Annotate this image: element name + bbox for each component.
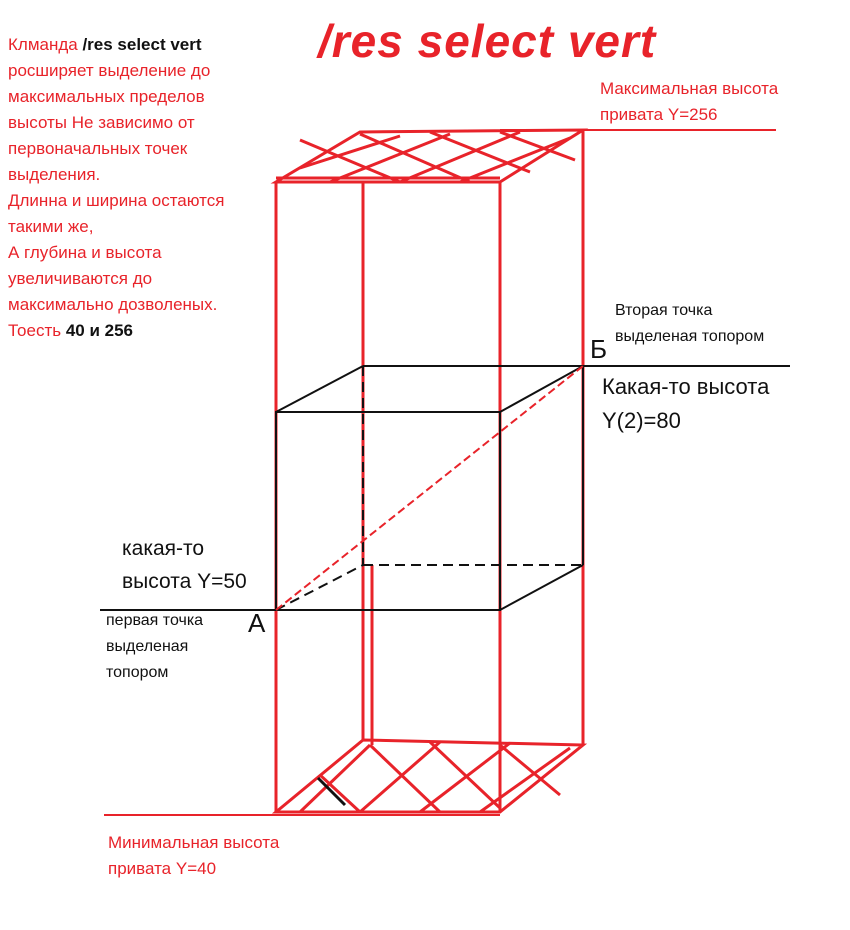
vertical-extension-lines <box>276 130 583 812</box>
max-height-plane <box>276 130 583 182</box>
description-line: высоты Не зависимо от <box>8 113 195 132</box>
description-line: первоначальных точек <box>8 139 188 158</box>
page-title: /res select vert <box>318 15 657 67</box>
min-height-label: Минимальная высота привата Y=40 <box>108 833 280 878</box>
point-b-label: Б <box>590 334 608 364</box>
description <box>8 32 268 344</box>
description-line: увеличиваются до <box>8 269 153 288</box>
description-line: такими же, <box>8 217 94 236</box>
description-line: максимально дозволеных. <box>8 295 218 314</box>
description-line: Тоесть 40 и 256 <box>8 321 134 340</box>
description-line: Длинна и ширина остаются <box>8 191 225 210</box>
min-height-plane <box>276 740 583 812</box>
description-line: А глубина и высота <box>8 243 162 262</box>
diagonal-a-b <box>276 366 583 610</box>
some-height-a-label: какая-то высота Y=50 <box>122 537 247 593</box>
height-limits: 40 и 256 <box>65 321 134 340</box>
description-line: Клманда /res select vert <box>8 35 202 54</box>
description-line: росширяет выделение до <box>8 61 211 80</box>
command-name: /res select vert <box>82 35 202 54</box>
description-line: выделения. <box>8 165 101 184</box>
point-a-label: А <box>248 608 266 638</box>
description-line: максимальных пределов <box>8 87 205 106</box>
second-point-label: Вторая точка выделеная топором <box>615 302 765 345</box>
some-height-b-label: Какая-то высота Y(2)=80 <box>602 374 770 433</box>
max-height-label: Максимальная высота привата Y=256 <box>600 79 779 124</box>
first-point-label: первая точка выделеная топором <box>106 612 204 681</box>
